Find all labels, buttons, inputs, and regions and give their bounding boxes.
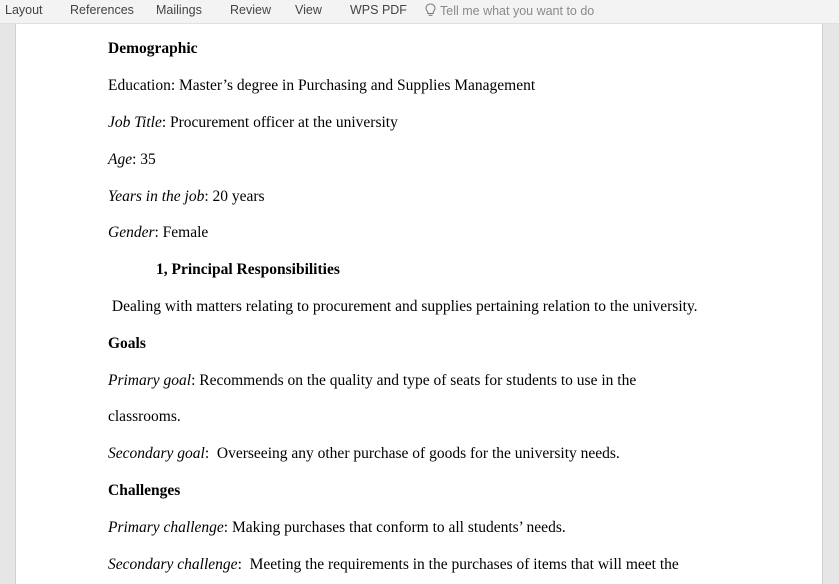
years-line xyxy=(108,188,265,206)
primary-challenge-value: : Making purchases that conform to all students’ needs. xyxy=(223,519,566,536)
challenges-heading: Challenges xyxy=(108,482,181,499)
tell-me-search[interactable] xyxy=(425,3,594,18)
primary-challenge-label: Primary challenge xyxy=(108,519,224,536)
years-value: : 20 years xyxy=(204,188,265,205)
age-label: Age xyxy=(108,151,133,168)
tab-review[interactable]: Review xyxy=(230,3,271,17)
years-label: Years in the job xyxy=(108,188,205,205)
goals-heading: Goals xyxy=(108,335,146,352)
tab-mailings[interactable]: Mailings xyxy=(156,3,202,17)
secondary-goal-value: : Overseeing any other purchase of goods for the university needs. xyxy=(204,445,620,462)
tab-layout[interactable]: Layout xyxy=(5,3,43,17)
education-line: Education: Master’s degree in Purchasing and Supplies Management xyxy=(108,77,536,94)
secondary-challenge-line xyxy=(108,556,679,574)
primary-goal-continuation: classrooms. xyxy=(108,408,181,425)
job-title-line xyxy=(108,114,398,132)
document-workspace xyxy=(0,24,839,584)
document-page[interactable] xyxy=(15,24,823,584)
primary-goal-line xyxy=(108,372,636,390)
tell-me-placeholder: Tell me what you want to do xyxy=(440,4,595,18)
demographic-heading: Demographic xyxy=(108,40,198,57)
tab-wps-pdf[interactable]: WPS PDF xyxy=(350,3,407,17)
primary-challenge-line xyxy=(108,519,566,537)
job-title-label: Job Title xyxy=(108,114,162,131)
age-line xyxy=(108,151,156,169)
secondary-challenge-label: Secondary challenge xyxy=(108,556,238,573)
responsibilities-text: Dealing with matters relating to procurement and supplies pertaining relation to the university. xyxy=(108,298,698,315)
responsibilities-heading: 1, Principal Responsibilities xyxy=(156,261,340,278)
primary-goal-label: Primary goal xyxy=(108,372,192,389)
secondary-goal-line xyxy=(108,445,620,463)
lightbulb-icon xyxy=(425,3,436,17)
ribbon-tab-bar xyxy=(0,0,839,24)
primary-goal-value: : Recommends on the quality and type of seats for students to use in the xyxy=(191,372,637,389)
gender-value: : Female xyxy=(154,224,209,241)
gender-line xyxy=(108,224,208,242)
secondary-challenge-value: : Meeting the requirements in the purchases of items that will meet the xyxy=(237,556,679,573)
age-value: : 35 xyxy=(132,151,156,168)
tab-view[interactable]: View xyxy=(295,3,322,17)
tab-references[interactable]: References xyxy=(70,3,134,17)
secondary-goal-label: Secondary goal xyxy=(108,445,205,462)
job-title-value: : Procurement officer at the university xyxy=(161,114,398,131)
gender-label: Gender xyxy=(108,224,155,241)
